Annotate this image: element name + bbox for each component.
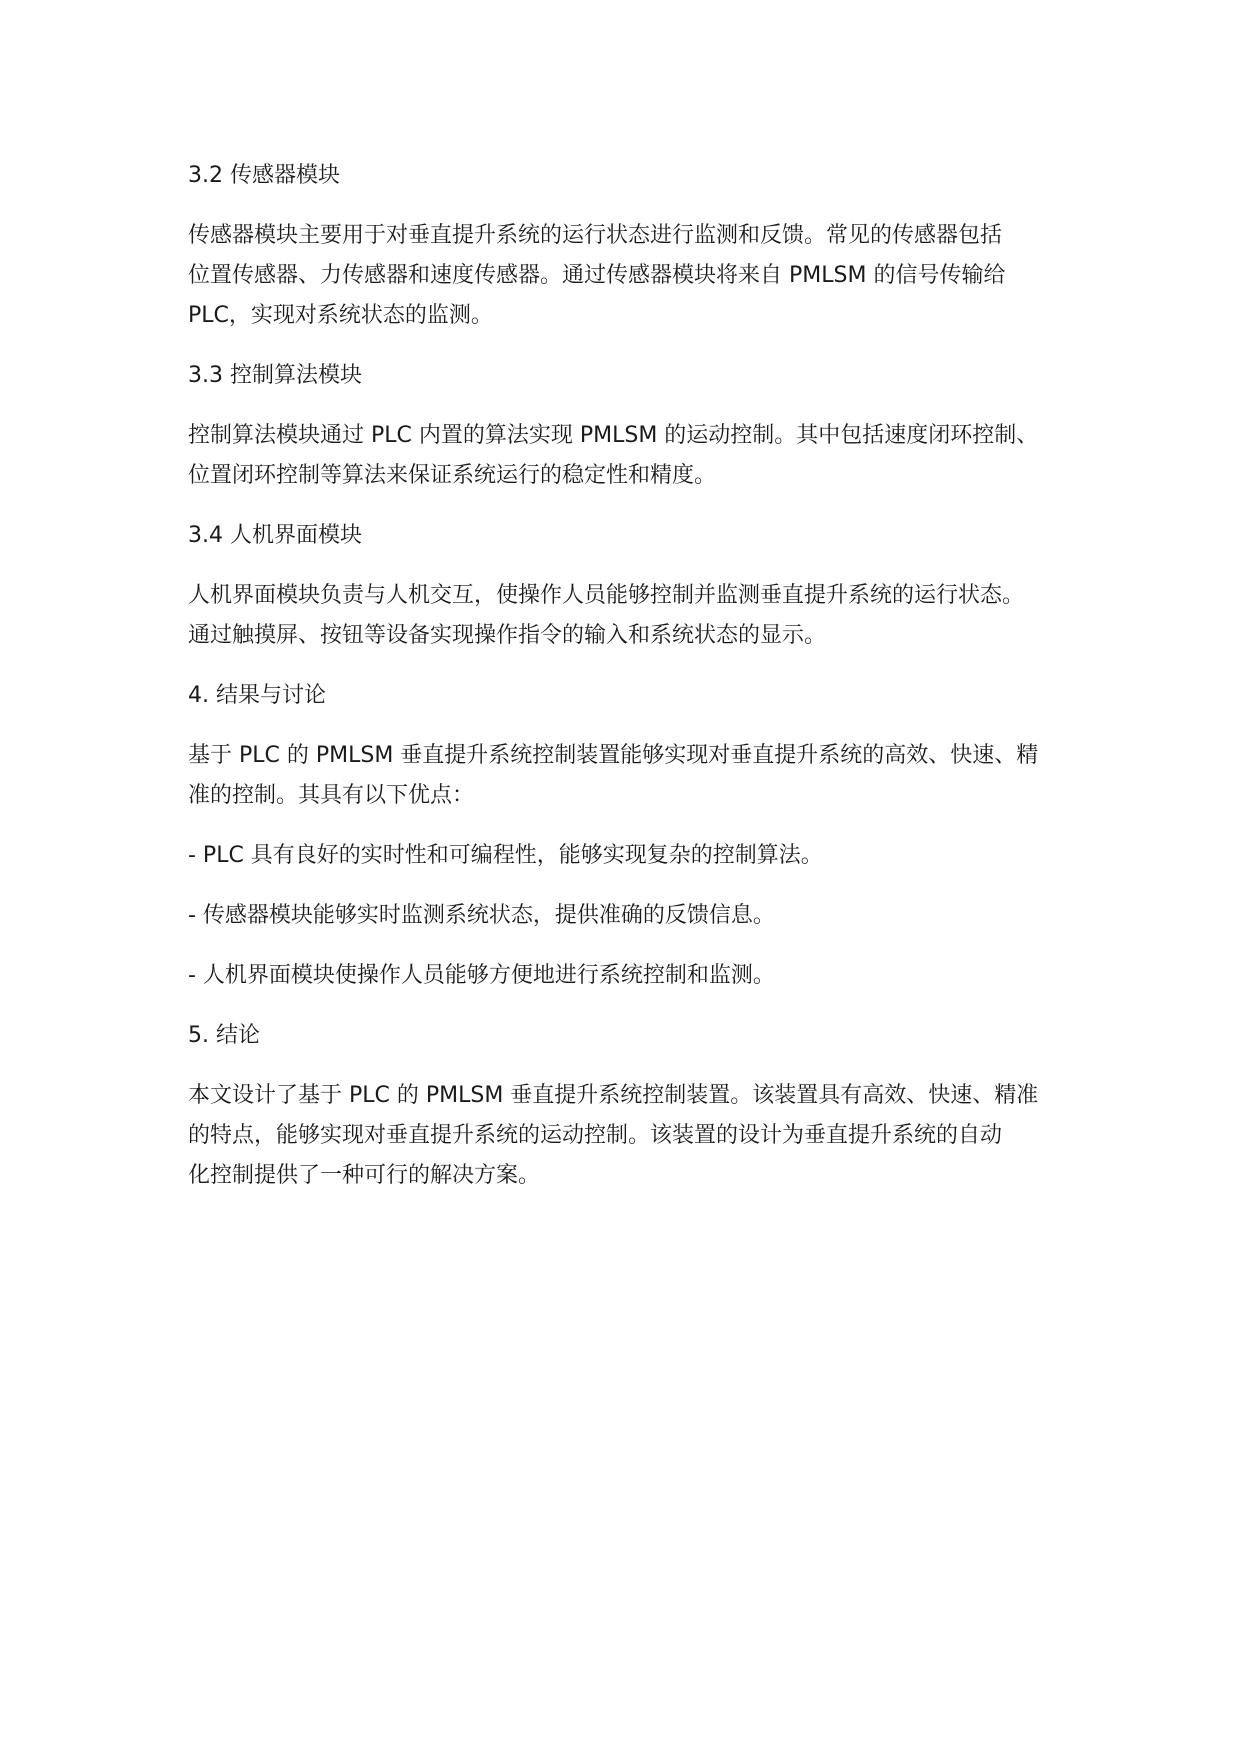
paragraph-line: 基于 PLC 的 PMLSM 垂直提升系统控制装置能够实现对垂直提升系统的高效、快速、精 bbox=[188, 743, 1039, 768]
bullet-item: - 传感器模块能够实时监测系统状态，提供准确的反馈信息。 bbox=[188, 903, 775, 928]
paragraph-line: 的特点，能够实现对垂直提升系统的运动控制。该装置的设计为垂直提升系统的自动 bbox=[188, 1123, 1003, 1148]
paragraph-conclusion bbox=[188, 1076, 1078, 1196]
paragraph-sensor-module bbox=[188, 216, 1078, 336]
section-heading-3-2: 3.2 传感器模块 bbox=[188, 163, 340, 188]
paragraph-line: 通过触摸屏、按钮等设备实现操作指令的输入和系统状态的显示。 bbox=[188, 623, 827, 648]
paragraph-results bbox=[188, 736, 1078, 816]
section-heading-3-4: 3.4 人机界面模块 bbox=[188, 523, 362, 548]
section-heading-4: 4. 结果与讨论 bbox=[188, 683, 326, 708]
document-page bbox=[188, 156, 1078, 1216]
paragraph-line: PLC，实现对系统状态的监测。 bbox=[188, 303, 493, 328]
paragraph-line: 本文设计了基于 PLC 的 PMLSM 垂直提升系统控制装置。该装置具有高效、快速、精准 bbox=[188, 1083, 1039, 1108]
bullet-item: - PLC 具有良好的实时性和可编程性，能够实现复杂的控制算法。 bbox=[188, 843, 823, 868]
paragraph-control-algorithm bbox=[188, 416, 1078, 496]
section-heading-3-3: 3.3 控制算法模块 bbox=[188, 363, 362, 388]
paragraph-line: 控制算法模块通过 PLC 内置的算法实现 PMLSM 的运动控制。其中包括速度闭环控制、 bbox=[188, 423, 1039, 448]
paragraph-line: 准的控制。其具有以下优点： bbox=[188, 783, 475, 808]
paragraph-line: 化控制提供了一种可行的解决方案。 bbox=[188, 1163, 541, 1188]
section-heading-5: 5. 结论 bbox=[188, 1023, 260, 1048]
bullet-item: - 人机界面模块使操作人员能够方便地进行系统控制和监测。 bbox=[188, 963, 775, 988]
paragraph-line: 传感器模块主要用于对垂直提升系统的运行状态进行监测和反馈。常见的传感器包括 bbox=[188, 223, 1003, 248]
paragraph-line: 位置闭环控制等算法来保证系统运行的稳定性和精度。 bbox=[188, 463, 717, 488]
paragraph-line: 位置传感器、力传感器和速度传感器。通过传感器模块将来自 PMLSM 的信号传输给 bbox=[188, 263, 1006, 288]
paragraph-hmi-module bbox=[188, 576, 1078, 656]
paragraph-line: 人机界面模块负责与人机交互，使操作人员能够控制并监测垂直提升系统的运行状态。 bbox=[188, 583, 1025, 608]
